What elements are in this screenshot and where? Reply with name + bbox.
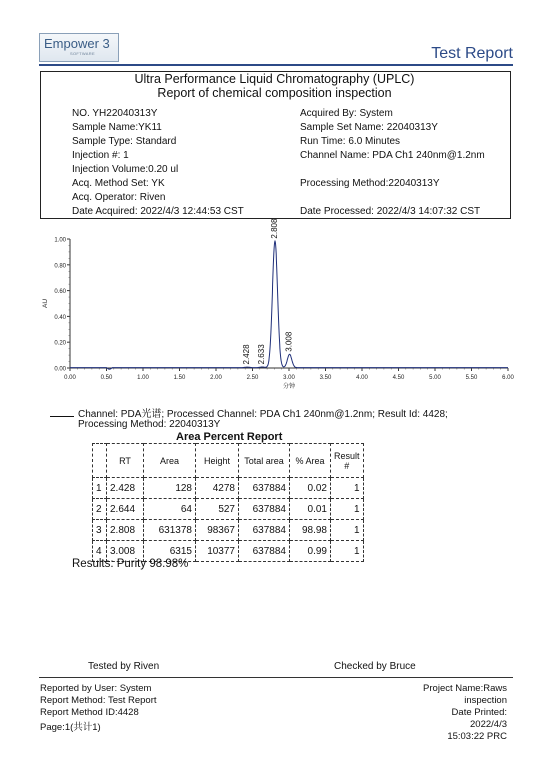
cell-height: 98367: [196, 520, 239, 541]
x-tick-label: 2.00: [210, 375, 222, 381]
cell-percent-area: 0.99: [290, 541, 331, 562]
table-header-row: [93, 444, 364, 478]
header-index: [93, 444, 107, 478]
field-processing-method: Processing Method:22040313Y: [300, 178, 440, 189]
title-divider: [39, 64, 513, 66]
peak-label: 2.633: [257, 344, 267, 365]
y-tick-label: 0.20: [54, 340, 66, 347]
header-percent-area: % Area: [290, 444, 331, 478]
field-acquired-by: Acquired By: System: [300, 108, 393, 119]
chromatogram-chart: [38, 218, 518, 402]
cell-height: 4278: [196, 478, 239, 499]
cell-total-area: 637884: [239, 499, 290, 520]
area-percent-table: [92, 443, 364, 562]
x-tick-label: 1.50: [173, 375, 186, 381]
field-date-processed: Date Processed: 2022/4/3 14:07:32 CST: [300, 206, 481, 217]
table-row: [93, 520, 364, 541]
field-sample-name: Sample Name:YK11: [72, 122, 162, 133]
header-result-number: Result #: [331, 444, 364, 478]
cell-percent-area: 0.01: [290, 499, 331, 520]
y-tick-label: 0.60: [54, 289, 66, 296]
cell-index: 2: [93, 499, 107, 520]
processing-marker: [50, 416, 74, 417]
tested-by: Tested by Riven: [88, 661, 160, 672]
field-channel-name: Channel Name: PDA Ch1 240nm@1.2nm: [300, 150, 485, 161]
cell-result-number: 1: [331, 499, 364, 520]
footer-divider: [39, 677, 513, 678]
cell-rt: 2.808: [107, 520, 144, 541]
report-title: Test Report: [431, 45, 513, 62]
results-summary: Results: Purity 98.98%: [72, 558, 189, 570]
logo-subtext: SOFTWARE: [70, 51, 95, 56]
peak-label: 3.008: [284, 331, 294, 352]
processing-line1: Channel: PDA光谱; Processed Channel: PDA Ch1 240nm@1.2nm; Result Id: 4428;: [78, 409, 448, 420]
cell-total-area: 637884: [239, 541, 290, 562]
cell-total-area: 637884: [239, 478, 290, 499]
footer-report-method: Report Method: Test Report: [40, 695, 157, 706]
cell-result-number: 1: [331, 520, 364, 541]
field-sample-type: Sample Type: Standard: [72, 136, 177, 147]
header-rt: RT: [107, 444, 144, 478]
cell-rt: 2.428: [107, 478, 144, 499]
y-tick-label: 1.00: [54, 237, 66, 244]
cell-area: 6315: [144, 541, 196, 562]
field-injection-volume: Injection Volume:0.20 ul: [72, 164, 179, 175]
footer-reported-by: Reported by User: System: [40, 683, 152, 694]
table-row: [93, 499, 364, 520]
x-tick-label: 1.00: [137, 375, 149, 381]
footer-report-method-id: Report Method ID:4428: [40, 707, 139, 718]
footer-project-name-cont: inspection: [464, 695, 507, 706]
footer-date-printed-label: Date Printed:: [451, 707, 507, 718]
processing-line2: Processing Method: 22040313Y: [78, 419, 221, 430]
field-date-acquired: Date Acquired: 2022/4/3 12:44:53 CST: [72, 206, 244, 217]
x-tick-label: 5.50: [465, 375, 478, 381]
cell-result-number: 1: [331, 478, 364, 499]
y-tick-label: 0.40: [54, 314, 66, 321]
cell-area: 631378: [144, 520, 196, 541]
field-injection: Injection #: 1: [72, 150, 129, 161]
x-axis-label: 分钟: [282, 383, 296, 390]
x-tick-label: 3.50: [319, 375, 332, 381]
x-tick-label: 4.00: [356, 375, 368, 381]
field-sample-set-name: Sample Set Name: 22040313Y: [300, 122, 438, 133]
footer-page: Page:1(共计1): [40, 722, 101, 733]
cell-area: 64: [144, 499, 196, 520]
table-row: [93, 478, 364, 499]
checked-by: Checked by Bruce: [334, 661, 416, 672]
x-tick-label: 5.00: [429, 375, 441, 381]
header-total-area: Total area: [239, 444, 290, 478]
x-tick-label: 3.00: [283, 375, 295, 381]
box-title-line1: Ultra Performance Liquid Chromatography (UPLC): [134, 72, 415, 86]
cell-index: 4: [93, 541, 107, 562]
cell-index: 3: [93, 520, 107, 541]
table-title: Area Percent Report: [176, 431, 283, 443]
field-run-time: Run Time: 6.0 Minutes: [300, 136, 401, 147]
box-title-line2: Report of chemical composition inspection: [157, 86, 392, 100]
x-tick-label: 0.50: [100, 375, 113, 381]
cell-total-area: 637884: [239, 520, 290, 541]
y-axis-label: AU: [42, 298, 49, 309]
footer-project-name: Project Name:Raws: [423, 683, 507, 694]
cell-index: 1: [93, 478, 107, 499]
cell-height: 527: [196, 499, 239, 520]
cell-percent-area: 0.02: [290, 478, 331, 499]
cell-height: 10377: [196, 541, 239, 562]
cell-rt: 3.008: [107, 541, 144, 562]
footer-date-printed: 2022/4/3: [470, 719, 507, 730]
footer-time-printed: 15:03:22 PRC: [447, 731, 507, 742]
header-area: Area: [144, 444, 196, 478]
y-tick-label: 0.00: [54, 366, 66, 373]
x-tick-label: 6.00: [502, 375, 514, 381]
logo-text: Empower 3: [44, 36, 110, 51]
peak-label: 2.428: [242, 344, 252, 365]
field-acq-operator: Acq. Operator: Riven: [72, 192, 166, 203]
y-tick-label: 0.80: [54, 263, 66, 270]
header-height: Height: [196, 444, 239, 478]
cell-result-number: 1: [331, 541, 364, 562]
x-tick-label: 2.50: [246, 375, 259, 381]
x-tick-label: 4.50: [392, 375, 405, 381]
cell-rt: 2.644: [107, 499, 144, 520]
cell-percent-area: 98.98: [290, 520, 331, 541]
cell-area: 128: [144, 478, 196, 499]
field-acq-method-set: Acq. Method Set: YK: [72, 178, 165, 189]
peak-label: 2.808: [269, 218, 279, 239]
field-no: NO. YH22040313Y: [72, 108, 158, 119]
empower-logo: [39, 33, 119, 62]
x-tick-label: 0.00: [64, 375, 76, 381]
